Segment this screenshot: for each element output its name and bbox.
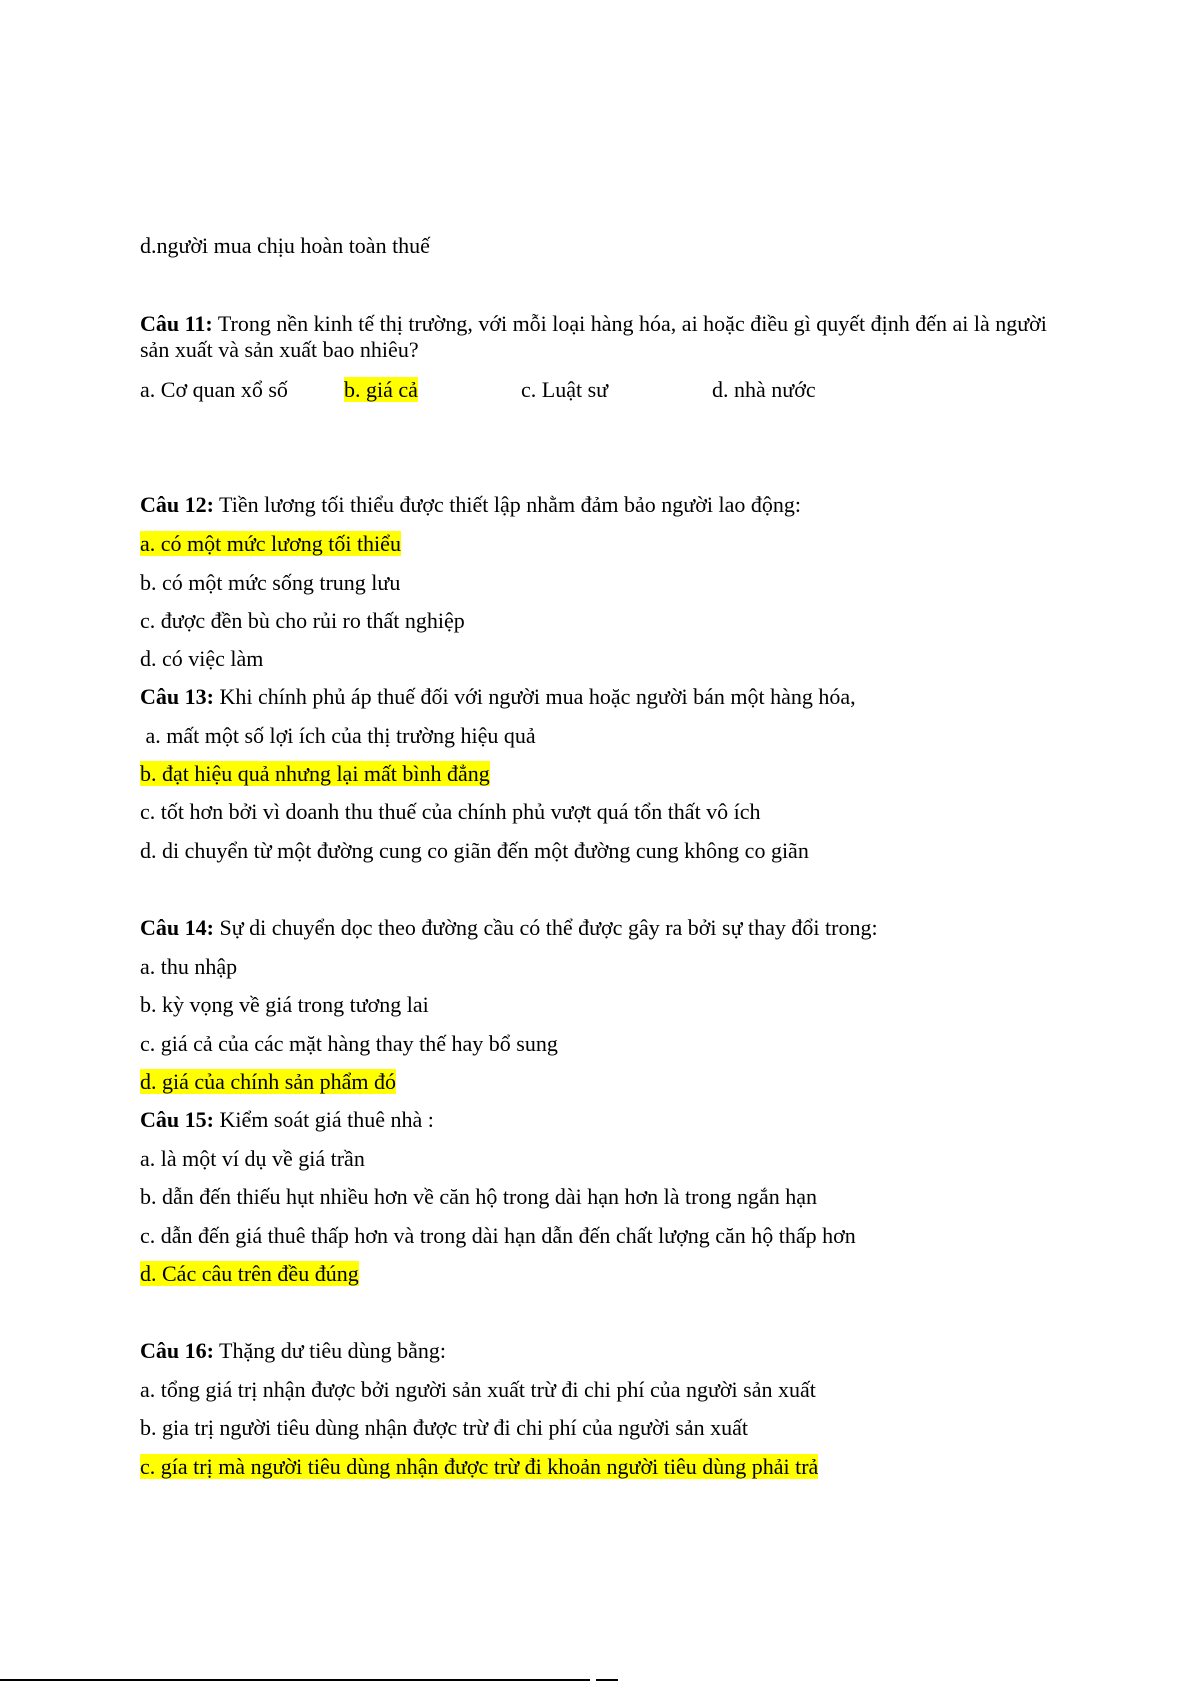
question-label: Câu 15: [140, 1107, 214, 1132]
answer-highlight: c. gía trị mà người tiêu dùng nhận được trừ đi khoản người tiêu dùng phải trả [140, 1454, 819, 1479]
option-12-d: d. có việc làm [140, 646, 264, 671]
option-15-d [140, 1261, 359, 1287]
question-label: Câu 12: [140, 492, 214, 517]
option-15-a: a. là một ví dụ về giá trần [140, 1146, 365, 1171]
question-text: Thặng dư tiêu dùng bằng: [213, 1338, 447, 1363]
intro-line: d.người mua chịu hoàn toàn thuế [140, 233, 430, 258]
option-16-a: a. tổng giá trị nhận được bởi người sản xuất trừ đi chi phí của người sản xuất [140, 1377, 816, 1402]
option-12-a [140, 531, 401, 557]
option-15-b: b. dẫn đến thiếu hụt nhiều hơn về căn hộ trong dài hạn hơn là trong ngắn hạn [140, 1184, 817, 1209]
option-12-b: b. có một mức sống trung lưu [140, 570, 401, 595]
answer-highlight: b. đạt hiệu quả nhưng lại mất bình đẳng [140, 761, 490, 786]
option-16-c [140, 1454, 818, 1480]
option-11-d: d. nhà nước [712, 377, 816, 402]
answer-highlight: a. có một mức lương tối thiểu [140, 531, 401, 556]
option-13-d: d. di chuyển từ một đường cung co giãn đến một đường cung không co giãn [140, 838, 809, 863]
footer-rule [0, 1679, 590, 1681]
question-11 [140, 311, 1060, 363]
question-text: Khi chính phủ áp thuế đối với người mua hoặc người bán một hàng hóa, [213, 684, 856, 709]
answer-highlight: d. Các câu trên đều đúng [140, 1261, 359, 1286]
question-text: Trong nền kinh tế thị trường, với mỗi loại hàng hóa, ai hoặc điều gì quyết định đến ai là người sản xuất và sản xuất bao nhiêu? [140, 311, 1047, 362]
option-15-c: c. dẫn đến giá thuê thấp hơn và trong dài hạn dẫn đến chất lượng căn hộ thấp hơn [140, 1223, 856, 1248]
question-12 [140, 492, 801, 518]
option-16-b: b. gia trị người tiêu dùng nhận được trừ đi chi phí của người sản xuất [140, 1415, 749, 1440]
question-13 [140, 684, 856, 710]
option-13-a: a. mất một số lợi ích của thị trường hiệu quả [140, 723, 536, 748]
option-14-a: a. thu nhập [140, 954, 238, 979]
option-14-b: b. kỳ vọng về giá trong tương lai [140, 992, 429, 1017]
option-14-c: c. giá cả của các mặt hàng thay thế hay bổ sung [140, 1031, 558, 1056]
question-label: Câu 13: [140, 684, 214, 709]
question-text: Tiền lương tối thiểu được thiết lập nhằm đảm bảo người lao động: [213, 492, 801, 517]
footer-rule-segment [596, 1679, 618, 1681]
question-text: Kiểm soát giá thuê nhà : [213, 1107, 434, 1132]
option-12-c: c. được đền bù cho rủi ro thất nghiệp [140, 608, 465, 633]
option-13-c: c. tốt hơn bởi vì doanh thu thuế của chính phủ vượt quá tổn thất vô ích [140, 799, 761, 824]
question-16 [140, 1338, 446, 1364]
option-11-b [344, 377, 418, 403]
question-14 [140, 915, 878, 941]
question-label: Câu 11: [140, 311, 213, 336]
question-label: Câu 16: [140, 1338, 214, 1363]
question-15 [140, 1107, 434, 1133]
answer-highlight: b. giá cả [344, 377, 418, 402]
option-11-a: a. Cơ quan xổ số [140, 377, 288, 402]
option-13-b [140, 761, 490, 787]
question-text: Sự di chuyển dọc theo đường cầu có thể được gây ra bởi sự thay đổi trong: [213, 915, 878, 940]
question-label: Câu 14: [140, 915, 214, 940]
option-11-c: c. Luật sư [521, 377, 609, 402]
option-14-d [140, 1069, 396, 1095]
answer-highlight: d. giá của chính sản phẩm đó [140, 1069, 396, 1094]
